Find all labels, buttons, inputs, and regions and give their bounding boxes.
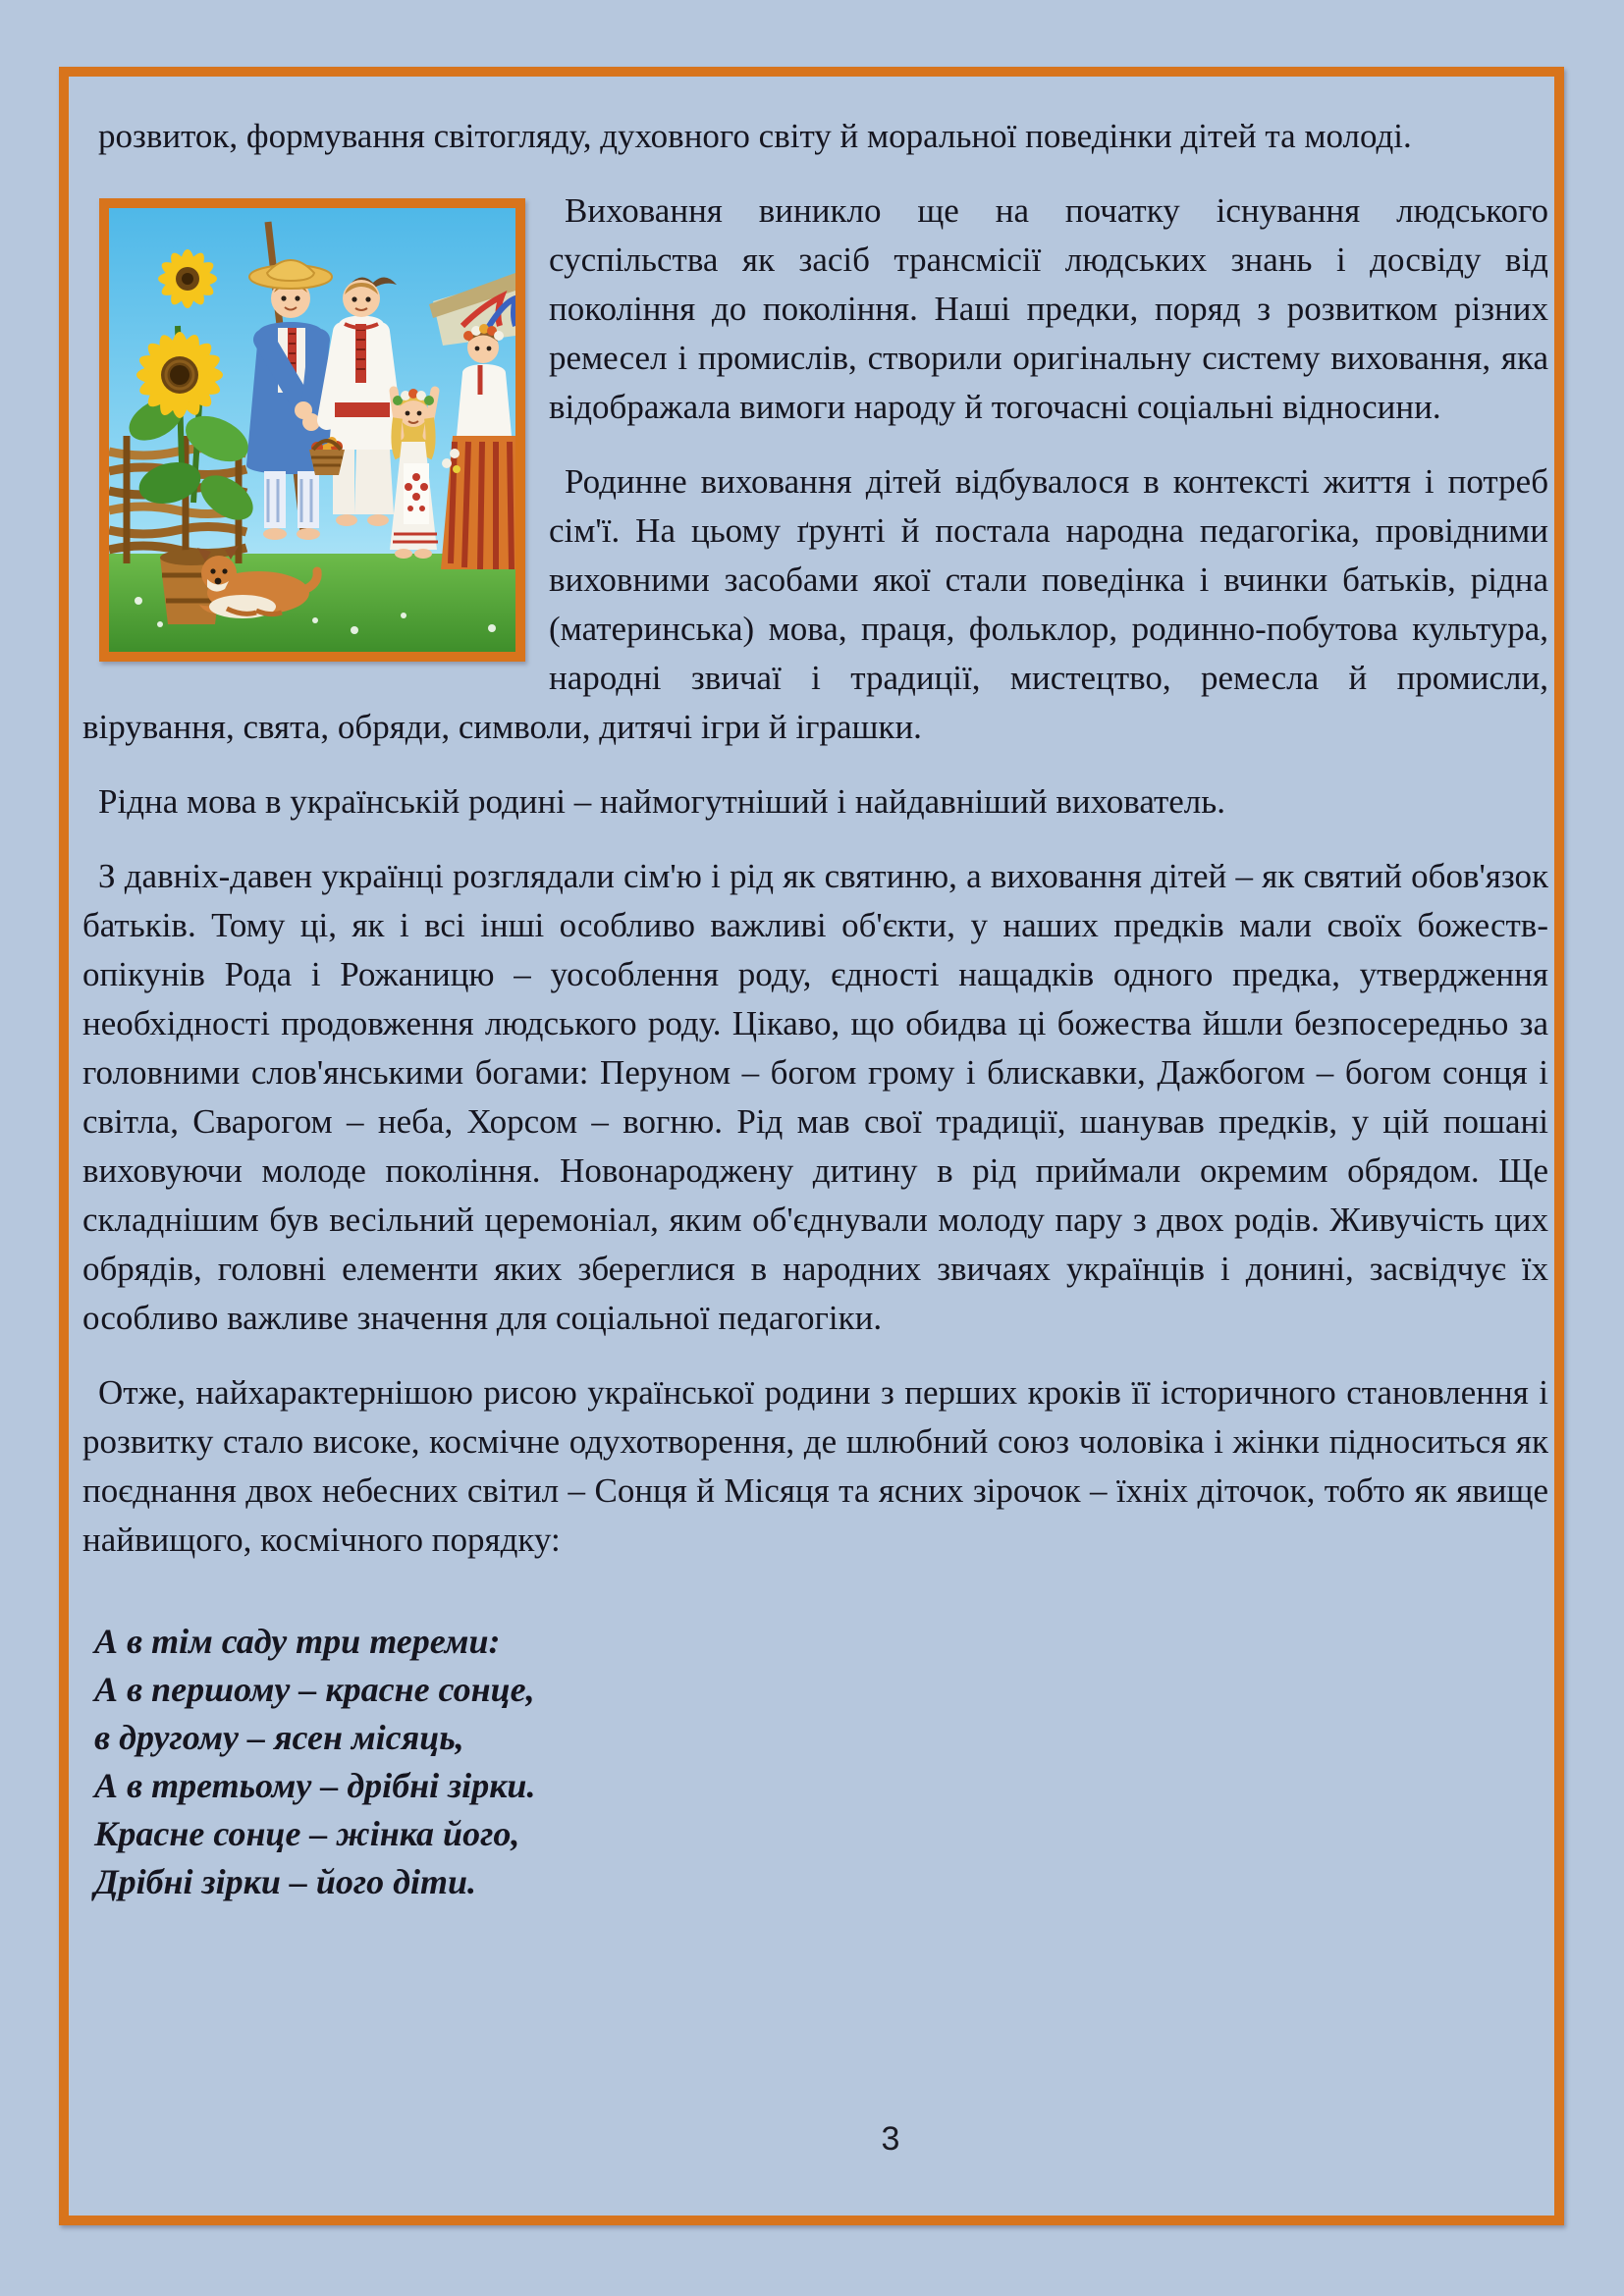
poem-line: Красне сонце – жінка його, xyxy=(94,1814,520,1853)
fruit-basket-icon xyxy=(309,437,345,475)
page-content xyxy=(69,77,1554,2216)
folk-family-illustration xyxy=(99,198,525,662)
folk-family-illustration-svg xyxy=(109,208,515,652)
poem-line: А в першому – красне сонце, xyxy=(94,1670,535,1709)
paragraph-rid-traditions: З давніх-давен українці розглядали сім'ю і рід як святиню, а виховання дітей – як святий обов'язок батьків. Тому ці, як і всі інші особливо важливі об'єкти, у наших предків мали своїх божеств-опікунів Рода і Рожаницю – уособлення роду, єдності нащадків одного предка, утвердження необхідності продовження людського роду. Цікаво, що обидва ці божества йшли безпосередньо за головними слов'янськими богами: Перуном – богом грому і блискавки, Дажбогом – богом сонця і світла, Сварогом – неба, Хорсом – вогню. Рід мав свої традиції, шанував предків, у цій пошані виховуючи молоде покоління. Новонароджену дитину в рід приймали окремим обрядом. Ще складнішим був весільний церемоніал, яким об'єднували молоду пару з двох родів. Живучість цих обрядів, головні елементи яких збереглися в народних звичаях українців і донині, засвідчує їх особливо важливе значення для соціальної педагогіки. xyxy=(82,857,1548,1337)
folk-poem xyxy=(94,1618,1548,1906)
poem-line: А в третьому – дрібні зірки. xyxy=(94,1766,536,1805)
paragraph-cosmic-union: Отже, найхарактернішою рисою української родини з перших кроків її історичного становлення і розвитку стало високе, космічне одухотворення, де шлюбний союз чоловіка і жінки підноситься як поєднання двох небесних світил – Сонця й Місяця та ясних зірочок – їхніх діточок, тобто як явище найвищого, космічного порядку: xyxy=(82,1373,1548,1559)
poem-line: А в тім саду три тереми: xyxy=(94,1622,501,1661)
paragraph-native-language: Рідна мова в українській родині – наймогутніший і найдавніший вихователь. xyxy=(98,782,1225,821)
paragraph-upbringing-origin: Виховання виникло ще на початку існування людського суспільства як засіб трансмісії людських знань і досвіду від покоління до покоління. Наші предки, поряд з розвитком різних ремесел і промислів, створили оригінальну систему виховання, яка відображала вимоги народу й тогочасні соціальні відносини. xyxy=(549,191,1548,426)
poem-line: Дрібні зірки – його діти. xyxy=(94,1862,477,1901)
paragraph-family-upbringing: Родинне виховання дітей відбувалося в контексті життя і потреб сім'ї. На цьому ґрунті й постала народна педагогіка, провідними виховними засобами якої стали поведінка і вчинки батьків, рідна (материнська) мова, праця, фольклор, родинно-побутова культура, народні звичаї і традиції, мистецтво, ремесла й промисли, вірування, свята, обряди, символи, дитячі ігри й іграшки. xyxy=(82,462,1548,746)
paragraph-intro-continuation: розвиток, формування світогляду, духовного світу й моральної поведінки дітей та молоді. xyxy=(98,117,1412,155)
poem-line: в другому – ясен місяць, xyxy=(94,1718,464,1757)
page-number: 3 xyxy=(881,2120,900,2158)
